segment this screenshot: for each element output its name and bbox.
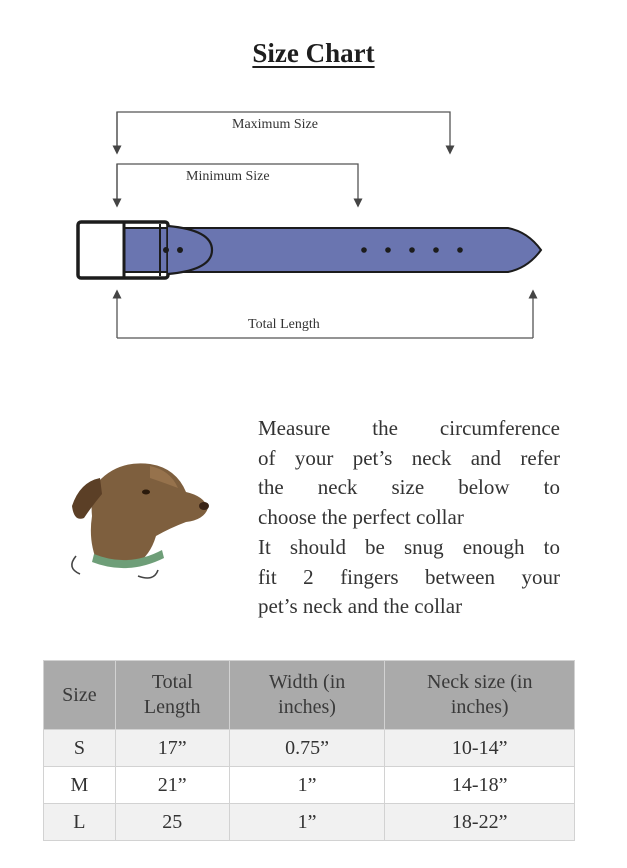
cell-total-length: 21” <box>115 767 229 804</box>
total-length-label: Total Length <box>248 317 320 332</box>
instruction-line: pet’s neck and the collar <box>258 594 463 619</box>
instruction-line: of your pet’s neck and refer <box>258 445 560 470</box>
cell-width: 0.75” <box>229 730 385 767</box>
cell-size: M <box>44 767 116 804</box>
cell-size: S <box>44 730 116 767</box>
page-title: Size Chart <box>252 38 375 68</box>
instruction-line: Measure the circumference <box>258 416 560 440</box>
table-row <box>44 804 575 841</box>
maximum-size-label: Maximum Size <box>232 117 318 132</box>
measurement-instructions <box>258 414 560 622</box>
header-size: Size <box>44 661 116 730</box>
instruction-line: choose the perfect collar <box>258 505 464 530</box>
cell-width: 1” <box>229 804 385 841</box>
cell-neck-size: 10-14” <box>385 730 575 767</box>
table-row <box>44 767 575 804</box>
cell-size: L <box>44 804 116 841</box>
cell-neck-size: 14-18” <box>385 767 575 804</box>
header-neck-size: Neck size (in inches) <box>385 661 575 730</box>
cell-total-length: 25 <box>115 804 229 841</box>
header-total-length: Total Length <box>115 661 229 730</box>
minimum-size-label: Minimum Size <box>186 169 270 184</box>
instruction-line: fit 2 fingers between your <box>258 564 560 589</box>
cell-width: 1” <box>229 767 385 804</box>
header-width: Width (in inches) <box>229 661 385 730</box>
table-row <box>44 730 575 767</box>
total-length-bracket <box>117 294 533 338</box>
instruction-line: the neck size below to <box>258 475 560 500</box>
collar-diagram <box>0 0 627 360</box>
instruction-line: It should be snug enough to <box>258 534 560 559</box>
collar-illustration <box>78 222 541 278</box>
table-header-row <box>44 661 575 730</box>
cell-total-length: 17” <box>115 730 229 767</box>
size-table <box>43 660 575 841</box>
cell-neck-size: 18-22” <box>385 804 575 841</box>
dog-illustration <box>58 452 218 587</box>
